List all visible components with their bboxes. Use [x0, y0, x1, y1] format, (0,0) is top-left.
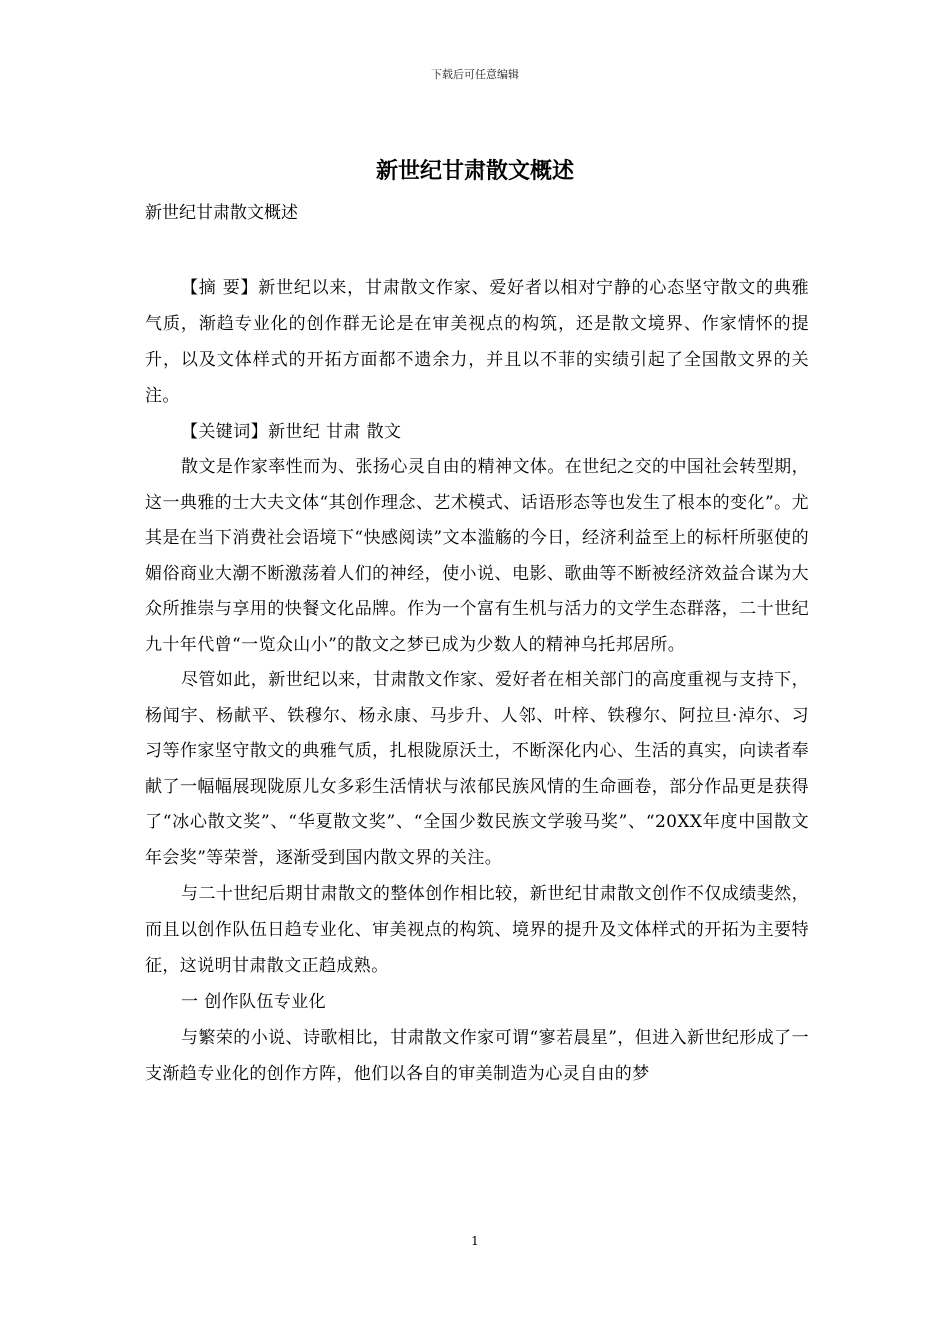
body-paragraph: 尽管如此，新世纪以来，甘肃散文作家、爱好者在相关部门的高度重视与支持下，杨闻宇、杨献平、铁穆尔、杨永康、马步升、人邻、叶梓、铁穆尔、阿拉旦·淖尔、习习等作家坚守散文的典雅气质，扎根陇原沃土，不断深化内心、生活的真实，向读者奉献了一幅幅展现陇原儿女多彩生活情状与浓郁民族风情的生命画卷，部分作品更是获得了“冰心散文奖”、“华夏散文奖”、“全国少数民族文学骏马奖”、“20XX年度中国散文年会奖”等荣誉，逐渐受到国内散文界的关注。	[145, 670, 809, 868]
body-paragraph: 散文是作家率性而为、张扬心灵自由的精神文体。在世纪之交的中国社会转型期，这一典雅的士大夫文体“其创作理念、艺术模式、话语形态等也发生了根本的变化”。尤其是在当下消费社会语境下“快感阅读”文本滥觞的今日，经济利益至上的标杆所驱使的媚俗商业大潮不断激荡着人们的神经，使小说、电影、歌曲等不断被经济效益合谋为大众所推崇与享用的快餐文化品牌。作为一个富有生机与活力的文学生态群落，二十世纪九十年代曾“一览众山小”的散文之梦已成为少数人的精神乌托邦居所。	[145, 457, 809, 655]
body-paragraph: 与二十世纪后期甘肃散文的整体创作相比较，新世纪甘肃散文创作不仅成绩斐然，而且以创作队伍日趋专业化、审美视点的构筑、境界的提升及文体样式的开拓为主要特征，这说明甘肃散文正趋成熟。	[145, 884, 809, 976]
page-number: 1	[471, 1234, 479, 1248]
document-subtitle: 新世纪甘肃散文概述	[145, 203, 298, 223]
keywords-paragraph: 【关键词】新世纪 甘肃 散文	[181, 422, 402, 442]
header-note: 下载后可任意编辑	[431, 68, 519, 81]
body-paragraph: 与繁荣的小说、诗歌相比，甘肃散文作家可谓“寥若晨星”，但进入新世纪形成了一支渐趋专业化的创作方阵，他们以各自的审美制造为心灵自由的梦	[145, 1028, 809, 1084]
section-heading: 一 创作队伍专业化	[181, 992, 327, 1012]
document-title: 新世纪甘肃散文概述	[375, 158, 574, 184]
document-body	[145, 270, 809, 1092]
abstract-paragraph: 【摘 要】新世纪以来，甘肃散文作家、爱好者以相对宁静的心态坚守散文的典雅气质，渐趋专业化的创作群无论是在审美视点的构筑，还是散文境界、作家情怀的提升，以及文体样式的开拓方面都不遗余力，并且以不菲的实绩引起了全国散文界的关注。	[145, 278, 809, 406]
